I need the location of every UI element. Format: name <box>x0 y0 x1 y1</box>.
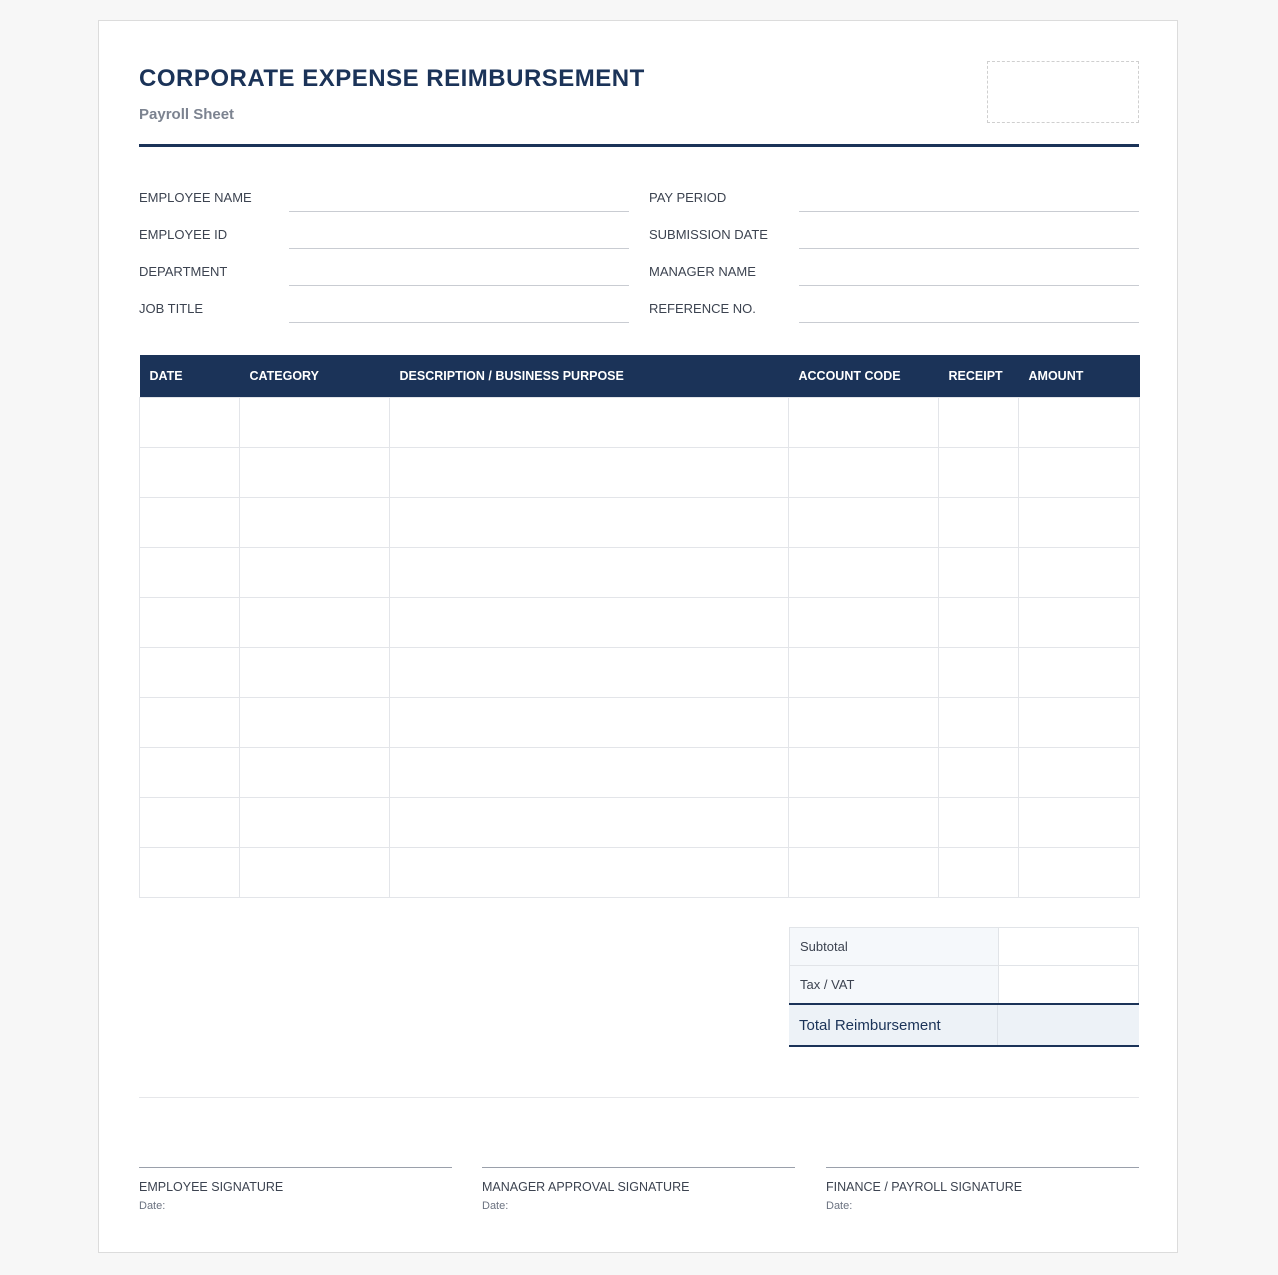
cell-receipt[interactable] <box>939 398 1019 448</box>
cell-account-code[interactable] <box>789 798 939 848</box>
pay-period-label: PAY PERIOD <box>649 190 727 205</box>
column-header-amount: AMOUNT <box>1019 355 1140 398</box>
cell-amount[interactable] <box>1019 798 1140 848</box>
column-header-account-code: ACCOUNT CODE <box>789 355 939 398</box>
cell-receipt[interactable] <box>939 498 1019 548</box>
tax-row <box>789 965 1139 1003</box>
cell-account-code[interactable] <box>789 448 939 498</box>
cell-description[interactable] <box>390 798 789 848</box>
total-label: Total Reimbursement <box>789 1005 998 1045</box>
form-title: CORPORATE EXPENSE REIMBURSEMENT <box>139 65 645 92</box>
cell-date[interactable] <box>140 698 240 748</box>
cell-account-code[interactable] <box>789 648 939 698</box>
employee-name-field[interactable] <box>139 184 629 212</box>
cell-amount[interactable] <box>1019 498 1140 548</box>
total-value[interactable] <box>998 1005 1139 1045</box>
cell-amount[interactable] <box>1019 598 1140 648</box>
total-row <box>789 1003 1139 1047</box>
submission-date-label: SUBMISSION DATE <box>649 227 768 242</box>
subtotal-label: Subtotal <box>790 928 999 965</box>
job-title-label: JOB TITLE <box>139 301 204 316</box>
submission-date-input-line[interactable] <box>799 248 1139 249</box>
cell-amount[interactable] <box>1019 648 1140 698</box>
department-field[interactable] <box>139 258 629 286</box>
cell-date[interactable] <box>140 848 240 898</box>
table-row <box>140 698 1140 748</box>
cell-date[interactable] <box>140 748 240 798</box>
cell-receipt[interactable] <box>939 748 1019 798</box>
employee-id-field[interactable] <box>139 221 629 249</box>
table-row <box>140 498 1140 548</box>
cell-date[interactable] <box>140 798 240 848</box>
cell-description[interactable] <box>390 598 789 648</box>
cell-account-code[interactable] <box>789 598 939 648</box>
cell-date[interactable] <box>140 498 240 548</box>
cell-description[interactable] <box>390 498 789 548</box>
cell-category[interactable] <box>240 498 390 548</box>
pay-period-input-line[interactable] <box>799 211 1139 212</box>
employee-id-label: EMPLOYEE ID <box>139 227 228 242</box>
finance-signature-block <box>826 1167 1139 1212</box>
department-input-line[interactable] <box>289 285 629 286</box>
logo-placeholder <box>987 61 1139 123</box>
tax-value[interactable] <box>999 966 1138 1003</box>
finance-signature-line[interactable] <box>826 1167 1139 1168</box>
cell-category[interactable] <box>240 798 390 848</box>
employee-id-input-line[interactable] <box>289 248 629 249</box>
tax-label: Tax / VAT <box>790 966 999 1003</box>
expense-table <box>139 355 1140 898</box>
table-row <box>140 748 1140 798</box>
reference-no-input-line[interactable] <box>799 322 1139 323</box>
form-subtitle: Payroll Sheet <box>139 106 235 123</box>
cell-category[interactable] <box>240 748 390 798</box>
department-label: DEPARTMENT <box>139 264 228 279</box>
employee-signature-line[interactable] <box>139 1167 452 1168</box>
table-row <box>140 398 1140 448</box>
cell-description[interactable] <box>390 448 789 498</box>
manager-signature-label: MANAGER APPROVAL SIGNATURE <box>482 1180 690 1194</box>
cell-date[interactable] <box>140 548 240 598</box>
cell-amount[interactable] <box>1019 748 1140 798</box>
cell-description[interactable] <box>390 398 789 448</box>
submission-date-field[interactable] <box>649 221 1139 249</box>
cell-amount[interactable] <box>1019 698 1140 748</box>
cell-receipt[interactable] <box>939 548 1019 598</box>
column-header-description: DESCRIPTION / BUSINESS PURPOSE <box>390 355 789 398</box>
cell-account-code[interactable] <box>789 698 939 748</box>
cell-description[interactable] <box>390 748 789 798</box>
table-row <box>140 548 1140 598</box>
table-row <box>140 448 1140 498</box>
table-row <box>140 598 1140 648</box>
cell-description[interactable] <box>390 698 789 748</box>
manager-signature-block <box>482 1167 795 1212</box>
cell-description[interactable] <box>390 848 789 898</box>
table-row <box>140 648 1140 698</box>
cell-category[interactable] <box>240 548 390 598</box>
cell-amount[interactable] <box>1019 448 1140 498</box>
manager-name-label: MANAGER NAME <box>649 264 756 279</box>
cell-category[interactable] <box>240 698 390 748</box>
cell-receipt[interactable] <box>939 848 1019 898</box>
expense-table-body <box>140 398 1140 898</box>
table-row <box>140 798 1140 848</box>
footer-divider <box>139 1097 1139 1098</box>
header-divider <box>139 144 1139 147</box>
cell-date[interactable] <box>140 648 240 698</box>
cell-description[interactable] <box>390 548 789 598</box>
finance-signature-date: Date: <box>826 1200 853 1212</box>
job-title-input-line[interactable] <box>289 322 629 323</box>
cell-amount[interactable] <box>1019 548 1140 598</box>
pay-period-field[interactable] <box>649 184 1139 212</box>
cell-account-code[interactable] <box>789 498 939 548</box>
employee-name-input-line[interactable] <box>289 211 629 212</box>
job-title-field[interactable] <box>139 295 629 323</box>
cell-receipt[interactable] <box>939 448 1019 498</box>
totals-box <box>789 927 1139 1047</box>
manager-name-field[interactable] <box>649 258 1139 286</box>
column-header-date: DATE <box>140 355 240 398</box>
cell-description[interactable] <box>390 648 789 698</box>
cell-category[interactable] <box>240 648 390 698</box>
cell-date[interactable] <box>140 398 240 448</box>
expense-table-header <box>140 355 1140 398</box>
cell-category[interactable] <box>240 398 390 448</box>
table-row <box>140 848 1140 898</box>
subtotal-value[interactable] <box>999 928 1138 965</box>
employee-signature-label: EMPLOYEE SIGNATURE <box>139 1180 284 1194</box>
cell-amount[interactable] <box>1019 848 1140 898</box>
cell-account-code[interactable] <box>789 548 939 598</box>
cell-receipt[interactable] <box>939 648 1019 698</box>
cell-category[interactable] <box>240 848 390 898</box>
cell-account-code[interactable] <box>789 848 939 898</box>
cell-account-code[interactable] <box>789 398 939 448</box>
cell-date[interactable] <box>140 598 240 648</box>
cell-category[interactable] <box>240 448 390 498</box>
cell-receipt[interactable] <box>939 698 1019 748</box>
cell-date[interactable] <box>140 448 240 498</box>
manager-signature-date: Date: <box>482 1200 509 1212</box>
cell-account-code[interactable] <box>789 748 939 798</box>
manager-name-input-line[interactable] <box>799 285 1139 286</box>
manager-signature-line[interactable] <box>482 1167 795 1168</box>
cell-receipt[interactable] <box>939 598 1019 648</box>
expense-form-sheet <box>98 20 1178 1253</box>
cell-receipt[interactable] <box>939 798 1019 848</box>
subtotal-row <box>789 927 1139 965</box>
reference-no-field[interactable] <box>649 295 1139 323</box>
cell-amount[interactable] <box>1019 398 1140 448</box>
finance-signature-label: FINANCE / PAYROLL SIGNATURE <box>826 1180 1023 1194</box>
employee-signature-date: Date: <box>139 1200 166 1212</box>
cell-category[interactable] <box>240 598 390 648</box>
employee-signature-block <box>139 1167 452 1212</box>
column-header-receipt: RECEIPT <box>939 355 1019 398</box>
column-header-category: CATEGORY <box>240 355 390 398</box>
employee-name-label: EMPLOYEE NAME <box>139 190 252 205</box>
reference-no-label: REFERENCE NO. <box>649 301 756 316</box>
